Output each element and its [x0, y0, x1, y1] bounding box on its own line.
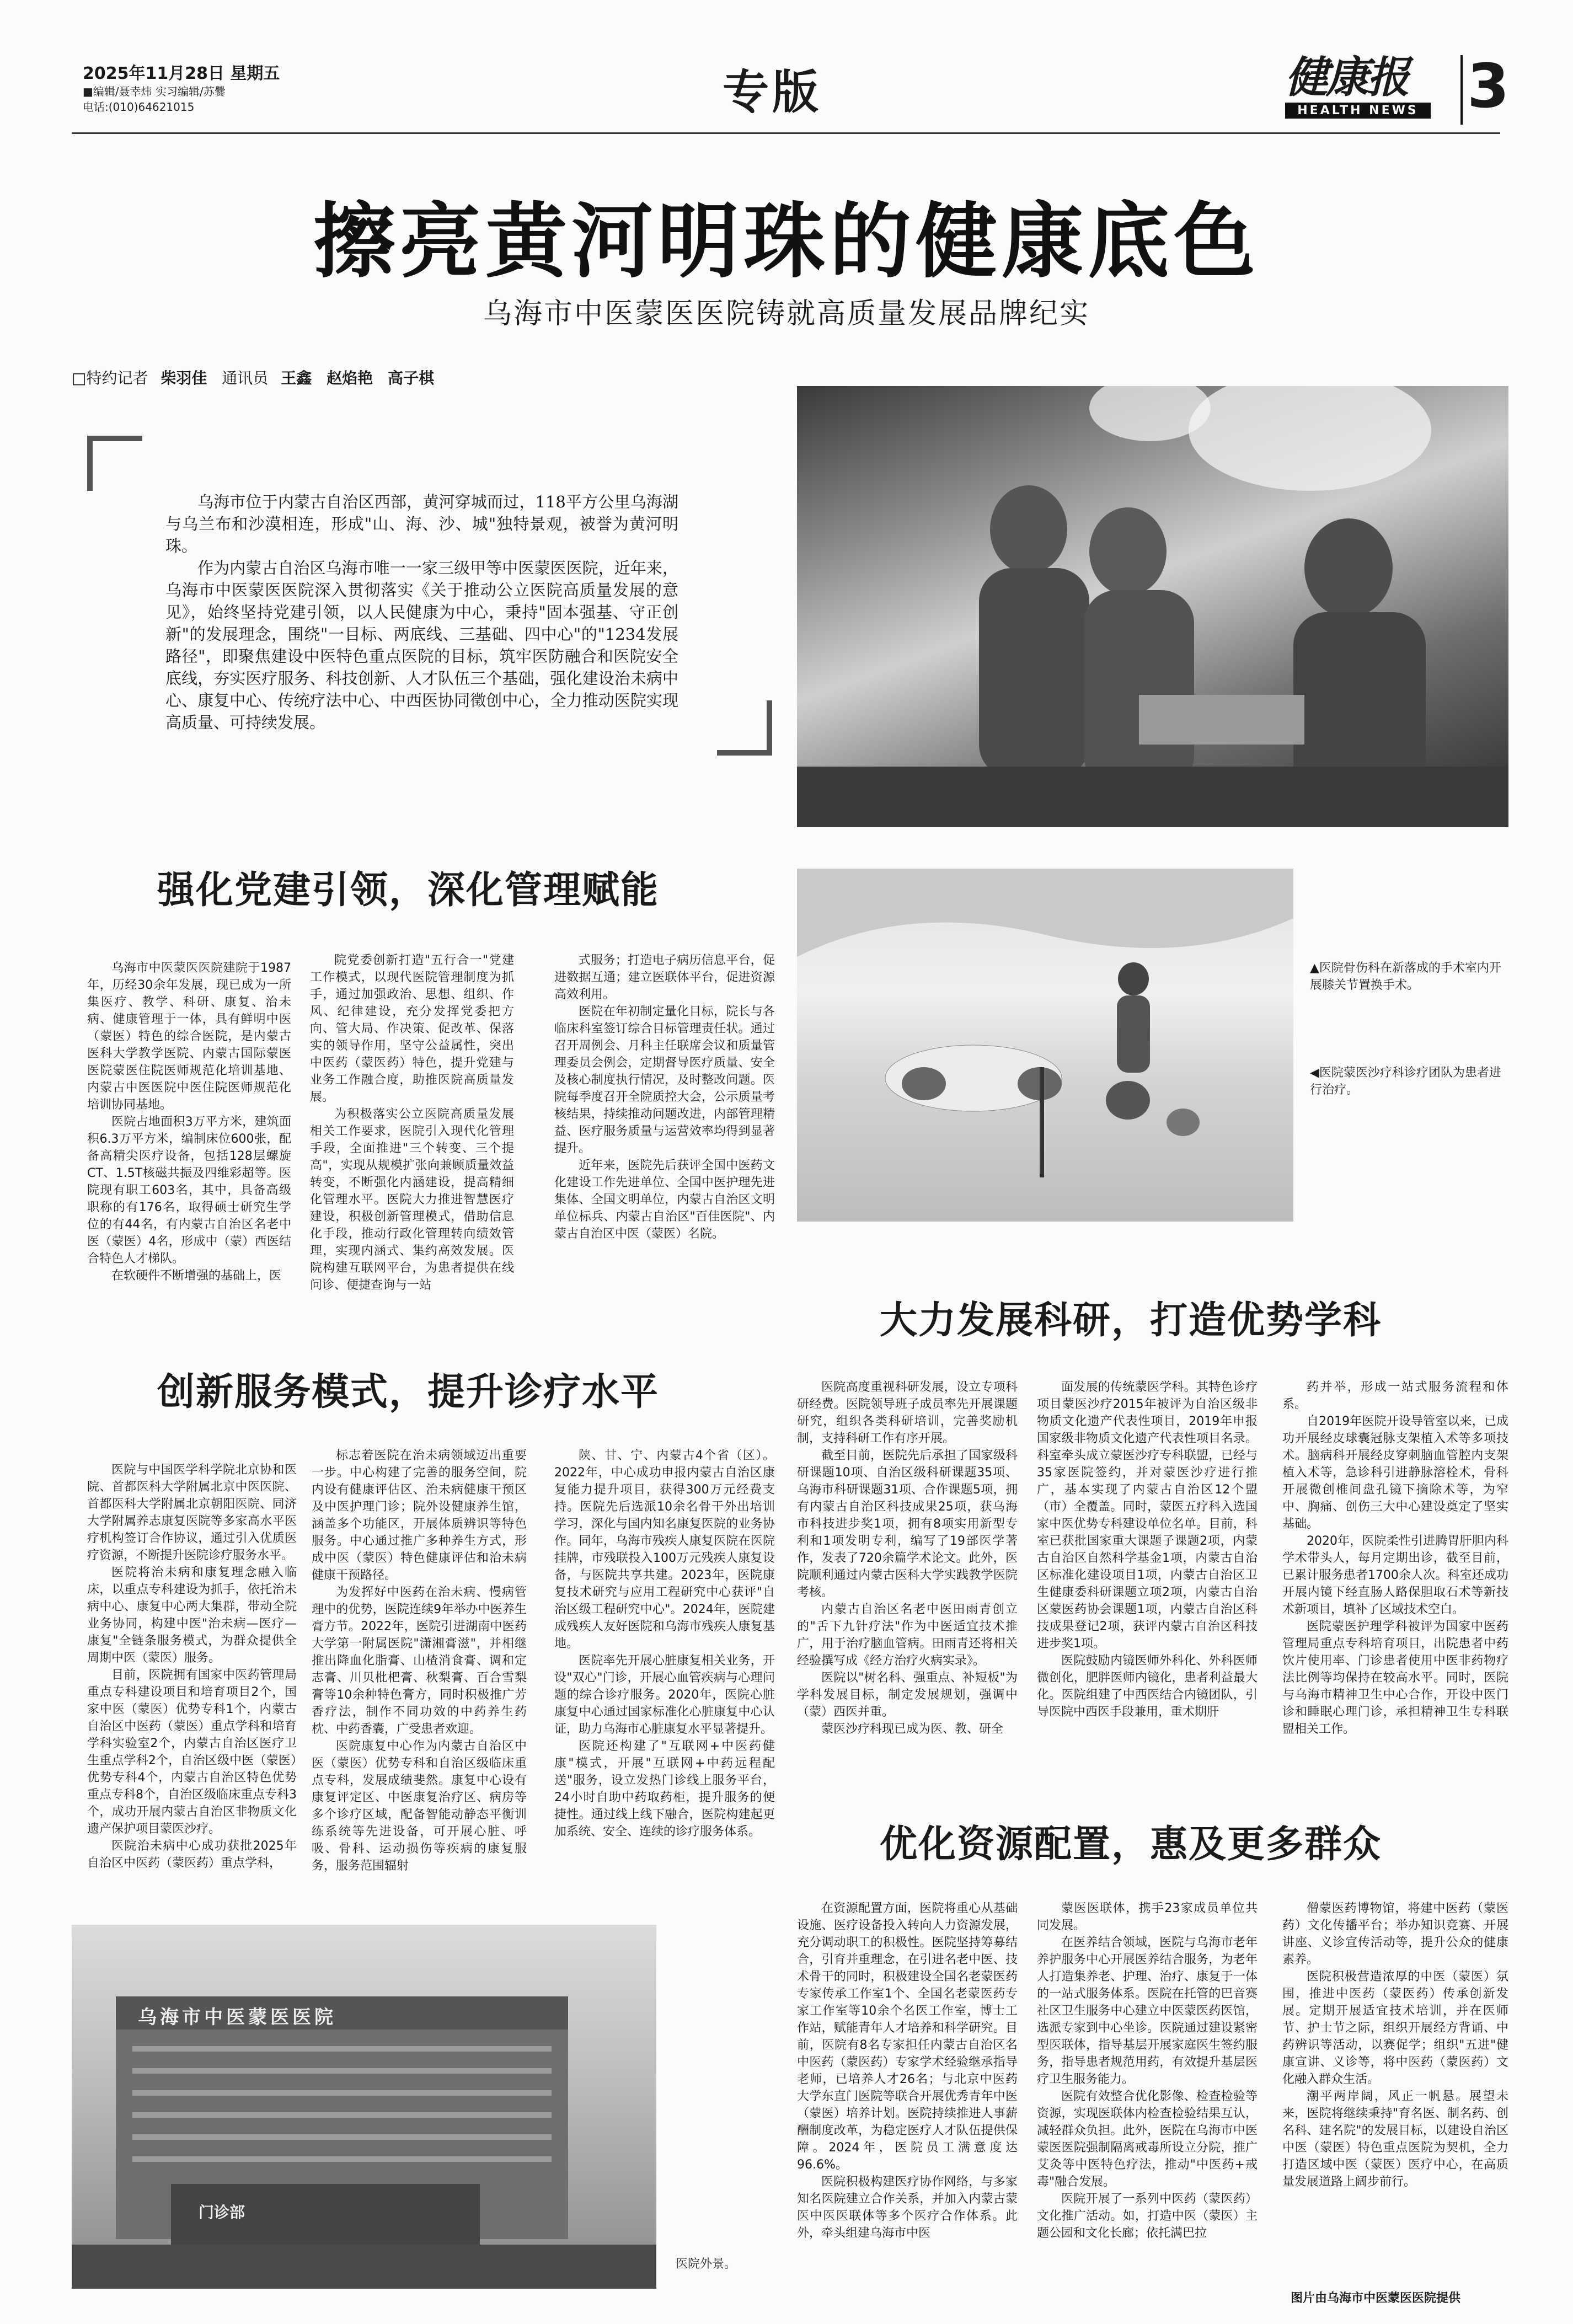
section2-column-2: [312, 1447, 527, 1875]
section2-column-1: [87, 1461, 297, 1872]
sand-therapy-illustration: [797, 869, 1293, 1222]
section3-column-3: [1282, 1379, 1508, 1738]
byline-reporter-name: 柴羽佳: [160, 369, 207, 387]
section4-column-2: [1037, 1900, 1258, 2242]
section4-column-1: [797, 1900, 1018, 2242]
masthead-info: [83, 60, 280, 115]
paragraph: 僧蒙医药博物馆，将建中医药（蒙医药）文化传播平台；举办知识竞赛、开展讲座、义诊宣传活动等，提升公众的健康素养。: [1282, 1902, 1508, 1967]
section-heading-service-model: 创新服务模式，提升诊疗水平: [157, 1370, 660, 1414]
paragraph: 医院与中国医学科学院北京协和医院、首都医科大学附属北京中医医院、首都医科大学附属北京朝阳医院、同济大学附属养志康复医院等多家高水平医疗机构签订合作协议，通过引入优质医疗资源，不断提升医院诊疗服务水平。: [87, 1463, 297, 1562]
paragraph: 医院蒙医护理学科被评为国家中医药管理局重点专科培育项目，出院患者中药饮片使用率、门诊患者使用中医非药物疗法比例等均保持在较高水平。同时，医院与乌海市精神卫生中心合作，开设中医门诊和睡眠心理门诊，承担精神卫生专科联盟相关工作。: [1282, 1620, 1508, 1736]
paragraph: 医院高度重视科研发展，设立专项科研经费。医院领导班子成员率先开展课题研究，组织各类科研培训，完善奖励机制，支持科研工作有序开展。: [797, 1380, 1018, 1445]
section3-column-2: [1037, 1379, 1258, 1721]
section-label: 专版: [723, 65, 822, 119]
section3-column-1: [797, 1379, 1018, 1738]
surgery-photo: [797, 386, 1508, 827]
photo-credit: 图片由乌海市中医蒙医医院提供: [1291, 2291, 1461, 2305]
caption-sand-therapy: ◀医院蒙医沙疗科诊疗团队为患者进行治疗。: [1310, 1066, 1501, 1097]
paragraph: 自2019年医院开设导管室以来，已成功开展经皮球囊冠脉支架植入术等多项技术。脑病科开展经皮穿刺脑血管腔内支架植入术等，急诊科引进静脉溶栓术，骨科开展微创椎间盘孔镜下摘除术等，为窄中、胸痛、创伤三大中心建设奠定了坚实基础。: [1282, 1415, 1508, 1531]
section1-column-1: [87, 960, 291, 1284]
paragraph: 药并举，形成一站式服务流程和体系。: [1282, 1380, 1508, 1411]
paragraph: 医院鼓励内镜医师外科化、外科医师微创化，肥胖医师内镜化，患者利益最大化。医院组建了中西医结合内镜团队，引导医院中西医手段兼用，重术期肝: [1037, 1654, 1258, 1719]
paragraph: 医院积极营造浓厚的中医（蒙医）氛围，推进中医药（蒙医药）传承创新发展。定期开展适宜技术培训，并在医师节、护士节之际，组织开展经方背诵、中药辨识等活动，以赛促学；组织"五进"健康宣讲、义诊等，将中医药（蒙医药）文化融入群众生活。: [1282, 1970, 1508, 2086]
paragraph: 在软硬件不断增强的基础上，医: [111, 1269, 282, 1283]
caption-exterior: 医院外景。: [676, 2257, 737, 2271]
section-heading-resources: 优化资源配置，惠及更多群众: [880, 1823, 1382, 1866]
hospital-sign: 乌海市中医蒙医医院: [138, 2006, 336, 2028]
paragraph: 近年来，医院先后获评全国中医药文化建设工作先进单位、全国中医护理先进集体、全国文明单位，内蒙古自治区文明单位标兵、内蒙古自治区"百佳医院"、内蒙古自治区中医（蒙医）名院。: [554, 1159, 775, 1241]
issue-date: 2025年11月28日 星期五: [83, 64, 280, 83]
section1-column-2: [310, 952, 514, 1294]
paragraph: 截至目前，医院先后承担了国家级科研课题10项、自治区级科研课题35项、乌海市科研课题31项、合作课题5项，拥有内蒙古自治区科技成果25项，获乌海市科技进步奖1项，拥有8项实用新型专利和1项发明专利，编写了19部医学著作，发表了720余篇学术论文。此外，医院顺利通过内蒙古医科大学实践教学医院考核。: [797, 1449, 1018, 1599]
paragraph: 在资源配置方面，医院将重心从基础设施、医疗设备投入转向人力资源发展，充分调动职工的积极性。医院坚持筹募结合，引育并重理念，在引进名老中医、技术骨干的同时，积极建设全国名老蒙医药专家传承工作室1个、全国名老蒙医药专家工作室等10余个名医工作室，博士工作站，赋能青年人才培养和科学研究。目前，医院有8名专家担任内蒙古自治区名中医药（蒙医药）专家学术经验继承指导老师，已培养人才26名；与北京中医药大学东直门医院等联合开展优秀青年中医（蒙医）培养计划。医院持续推进人事薪酬制度改革，为稳定医疗人才队伍提供保障。2024年，医院员工满意度达96.6%。: [797, 1902, 1018, 2172]
caption-surgery: ▲医院骨伤科在新落成的手术室内开展膝关节置换手术。: [1310, 961, 1501, 992]
paragraph: 医院以"树名科、强重点、补短板"为学科发展目标，制定发展规划，强调中（蒙）西医并重。: [797, 1671, 1018, 1719]
paragraph: 为积极落实公立医院高质量发展相关工作要求，医院引入现代化管理手段，全面推进"三个转变、三个提高"，实现从规模扩张向兼顾质量效益转变，不断强化内涵建设，提高精细化管理水平。医院大力推进智慧医疗建设，积极创新管理模式，借助信息化手段，推动行政化管理转向绩效管理，实现内涵式、集约高效发展。医院构建互联网平台，为患者提供在线问诊、便捷查询与一站: [310, 1107, 514, 1292]
section1-column-3: [554, 952, 775, 1243]
phone-number: 电话:(010)64621015: [83, 100, 195, 114]
paragraph: 医院积极构建医疗协作网络，与多家知名医院建立合作关系，并加入内蒙古蒙医中医医联体等多个医疗合作体系。此外，牵头组建乌海市中医: [797, 2175, 1018, 2240]
paragraph: 医院占地面积3万平方米，建筑面积6.3万平方米，编制床位600张，配备高精尖医疗设备，包括128层螺旋CT、1.5T核磁共振及四维彩超等。医院现有职工603名，其中，具备高级职称的有176名，取得硕士研究生学位的有44名，有内蒙古自治区名老中医（蒙医）4名，形成中（蒙）西医结合特色人才梯队。: [87, 1115, 291, 1266]
intro-text: [165, 491, 678, 733]
paragraph: 医院开展了一系列中医药（蒙医药）文化推广活动。如，打造中医（蒙医）主题公园和文化长廊；依托满巴拉: [1037, 2192, 1258, 2240]
section2-column-3: [554, 1447, 775, 1840]
paragraph: 医院将治未病和康复理念融入临床，以重点专科建设为抓手，依托治未病中心、康复中心两大集群，带动全院业务协同，构建中医"治未病—医疗—康复"全链条服务模式，为群众提供全周期中医（蒙医）服务。: [87, 1566, 297, 1665]
sand-therapy-photo: [797, 869, 1293, 1222]
intro-paragraph: 作为内蒙古自治区乌海市唯一一家三级甲等中医蒙医医院，近年来，乌海市中医蒙医医院深入贯彻落实《关于推动公立医院高质量发展的意见》，始终坚持党建引领，以人民健康为中心，秉持"固本强基、守正创新"的发展理念，围绕"一目标、两底线、三基础、四中心"的"1234发展路径"，即聚焦建设中医特色重点医院的目标，筑牢医防融合和医院安全底线，夯实医疗服务、科技创新、人才队伍三个基础，强化建设治未病中心、康复中心、传统疗法中心、中西医协同徵创中心，全力推动医院实现高质量、可持续发展。: [165, 559, 678, 732]
paragraph: 面发展的传统蒙医学科。其特色诊疗项目蒙医沙疗2015年被评为自治区级非物质文化遗产代表性项目，2019年申报国家级非物质文化遗产代表性项目名录。科室牵头成立蒙医沙疗专科联盟，已经与35家医院签约，并对蒙医沙疗进行推广，基本实现了内蒙古自治区12个盟（市）全覆盖。同时，蒙医五疗科入选国家中医优势专科建设单位名单。目前，科室已获批国家重大课题子课题2项，内蒙古自治区自然科学基金1项，内蒙古自治区标准化建设项目1项，内蒙古自治区卫生健康委科研课题立项2项，内蒙古自治区蒙医药协会课题1项，内蒙古自治区科技成果登记2项，获评内蒙古自治区科技进步奖1项。: [1037, 1380, 1258, 1651]
section-heading-party-building: 强化党建引领，深化管理赋能: [157, 869, 660, 912]
paragraph: 医院还构建了"互联网+中医药健康"模式，开展"互联网+中药远程配送"服务，设立发热门诊线上服务平台，24小时自助中药取药柜，提升服务的便捷性。通过线上线下融合，医院构建起更加系统、安全、连续的诊疗服务体系。: [554, 1739, 775, 1839]
paragraph: 标志着医院在治未病领域迈出重要一步。中心构建了完善的服务空间，院内设有健康评估区、治未病健康干预区及中医护理门诊；院外设健康养生馆，涵盖多个功能区，开展体质辨识等特色服务。中心通过推广多种养生方式，形成中医（蒙医）特色健康评估和治未病健康干预路径。: [312, 1449, 527, 1582]
paragraph: 目前，医院拥有国家中医药管理局重点专科建设项目和培育项目2个，国家中医（蒙医）优势专科1个，内蒙古自治区中医药（蒙医）重点学科和培育学科实验室2个，内蒙古自治区医疗卫生重点学科2个，自治区级中医（蒙医）优势专科4个，内蒙古自治区特色优势重点专科8个，自治区级临床重点专科3个，成功开展内蒙古自治区非物质文化遗产保护项目蒙医沙疗。: [87, 1668, 297, 1836]
byline-label-correspondent: 通讯员: [222, 369, 269, 387]
entrance-sign: 门诊部: [199, 2203, 245, 2221]
section-heading-research: 大力发展科研，打造优势学科: [880, 1299, 1382, 1342]
newspaper-logo: [1285, 53, 1462, 125]
masthead-divider: [1460, 55, 1463, 125]
paragraph: 内蒙古自治区名老中医田雨青创立的"舌下九针疗法"作为中医适宜技术推广，用于治疗脑血管病。田雨青还将相关经验撰写成《经方治疗火病实录》。: [797, 1603, 1018, 1668]
intro-paragraph: 乌海市位于内蒙古自治区西部，黄河穿城而过，118平方公里乌海湖与乌兰布和沙漠相连，形成"山、海、沙、城"独特景观，被誉为黄河明珠。: [165, 492, 678, 555]
section4-column-3: [1282, 1900, 1508, 2191]
logo-chinese: 健康报: [1285, 52, 1408, 103]
paragraph: 医院有效整合优化影像、检查检验等资源，实现医联体内检查检验结果互认，减轻群众负担。此外，医院在乌海市中医蒙医医院强制隔离戒毒所设立分院，推广艾灸等中医特色疗法，推动"中医药+戒毒"融合发展。: [1037, 2090, 1258, 2189]
paragraph: 医院在年初制定量化目标，院长与各临床科室签订综合目标管理责任状。通过召开周例会、月科主任联席会议和质量管理委员会例会，定期督导医疗质量、安全及核心制度执行情况，及时整改问题。医院每季度召开全院质控大会，公示质量考核结果，持续推动问题改进，内部管理精益、医疗服务质量与运营效率均得到显著提升。: [554, 1005, 775, 1155]
article-subtitle: 乌海市中医蒙医医院铸就高质量发展品牌纪实: [483, 297, 1090, 330]
paragraph: 潮平两岸阔，风正一帆悬。展望未来，医院将继续秉持"育名医、制名药、创名科、建名院"的发展目标，以建设自治区中医（蒙医）特色重点医院为契机，全力打造区域中医（蒙医）医疗中心，在高质量发展道路上阔步前行。: [1282, 2090, 1508, 2189]
hospital-exterior-illustration: [72, 1925, 656, 2289]
byline: [72, 366, 444, 388]
byline-correspondent-2: 赵焰艳: [327, 369, 373, 387]
paragraph: 2020年，医院柔性引进腾胃肝胆内科学术带头人，每月定期出诊，截至目前，已累计服务患者1700余人次。科室还成功开展内镜下经直肠人路保胆取石术等新技术新项目，填补了区域技术空白。: [1282, 1534, 1508, 1616]
paragraph: 陕、甘、宁、内蒙古4个省（区）。2022年，中心成功申报内蒙古自治区康复能力提升项目，获得300万元经费支持。医院先后选派10余名骨干外出培训学习，深化与国内知名康复医院的业务协作。同年，乌海市残疾人康复医院在医院挂牌，市残联投入100万元残疾人康复设备，与医院共享共建。2023年，医院康复技术研究与应用工程研究中心获评"自治区级工程研究中心"。2024年，医院建成残疾人友好医院和乌海市残疾人康复基地。: [554, 1449, 775, 1651]
byline-label-reporter: □特约记者: [72, 369, 148, 387]
intro-bracket-top-left: [87, 436, 142, 491]
byline-correspondent-1: 王鑫: [281, 369, 312, 387]
paragraph: 式服务；打造电子病历信息平台，促进数据互通；建立医联体平台，促进资源高效利用。: [554, 954, 775, 1002]
top-rule: [72, 132, 1500, 134]
paragraph: 医院康复中心作为内蒙古自治区中医（蒙医）优势专科和自治区级临床重点专科，发展成绩斐然。康复中心设有康复评定区、中医康复治疗区、病房等多个诊疗区域，配备智能动静态平衡训练系统等先进设备，可开展心脏、呼吸、骨科、运动损伤等疾病的康复服务，服务范围辐射: [312, 1739, 527, 1873]
paragraph: 医院率先开展心脏康复相关业务，开设"双心"门诊，开展心血管疾病与心理问题的综合诊疗服务。2020年，医院心脏康复中心通过国家标准化心脏康复中心认证，助力乌海市心脏康复水平显著提升。: [554, 1654, 775, 1736]
surgery-photo-illustration: [797, 386, 1508, 827]
logo-english: HEALTH NEWS: [1285, 103, 1431, 119]
paragraph: 蒙医医联体，携手23家成员单位共同发展。: [1037, 1902, 1258, 1932]
page-number: 3: [1467, 51, 1510, 121]
paragraph: 为发挥好中医药在治未病、慢病管理中的优势，医院连续9年举办中医养生膏方节。2022年，医院引进湖南中医药大学第一附属医院"潇湘膏滋"，并相继推出降血化脂膏、山楂消食膏、调和定志膏、川贝枇杷膏、秋梨膏、百合雪梨膏等10余种特色膏方，同时积极推广芳香疗法，制作不同功效的中药养生药枕、中药香囊，广受患者欢迎。: [312, 1586, 527, 1736]
editor-credits: ■编辑/聂幸炜 实习编辑/苏爨: [83, 85, 226, 98]
paragraph: 蒙医沙疗科现已成为医、教、研全: [821, 1722, 1004, 1736]
intro-bracket-bottom-right: [717, 700, 772, 756]
paragraph: 在医养结合领域，医院与乌海市老年养护服务中心开展医养结合服务，为老年人打造集养老、护理、治疗、康复于一体的一站式服务体系。医院在托管的巴音赛社区卫生服务中心建立中医蒙医药医馆，选派专家到中心坐诊。医院通过建设紧密型医联体，指导基层开展家庭医生签约服务，指导患者规范用药，有效提升基层医疗卫生服务能力。: [1037, 1936, 1258, 2086]
byline-correspondent-3: 高子棋: [388, 369, 435, 387]
paragraph: 院党委创新打造"五行合一"党建工作模式，以现代医院管理制度为抓手，通过加强政治、思想、组织、作风、纪律建设，充分发挥党委把方向、管大局、作决策、促改革、保落实的领导作用，坚守公益属性，突出中医药（蒙医药）特色，提升党建与业务工作融合度，助推医院高质量发展。: [310, 954, 514, 1104]
hospital-exterior-photo: [72, 1925, 656, 2289]
paragraph: 乌海市中医蒙医医院建院于1987年，历经30余年发展，现已成为一所集医疗、教学、科研、康复、治未病、健康管理于一体，具有鲜明中医（蒙医）特色的综合医院，是内蒙古医科大学教学医院、内蒙古国际蒙医医院蒙医住院医师规范化培训基地、内蒙古中医医院中医住院医师规范化培训协同基地。: [87, 961, 291, 1112]
article-title: 擦亮黄河明珠的健康底色: [313, 194, 1260, 289]
paragraph: 医院治未病中心成功获批2025年自治区中医药（蒙医药）重点学科，: [87, 1839, 297, 1870]
